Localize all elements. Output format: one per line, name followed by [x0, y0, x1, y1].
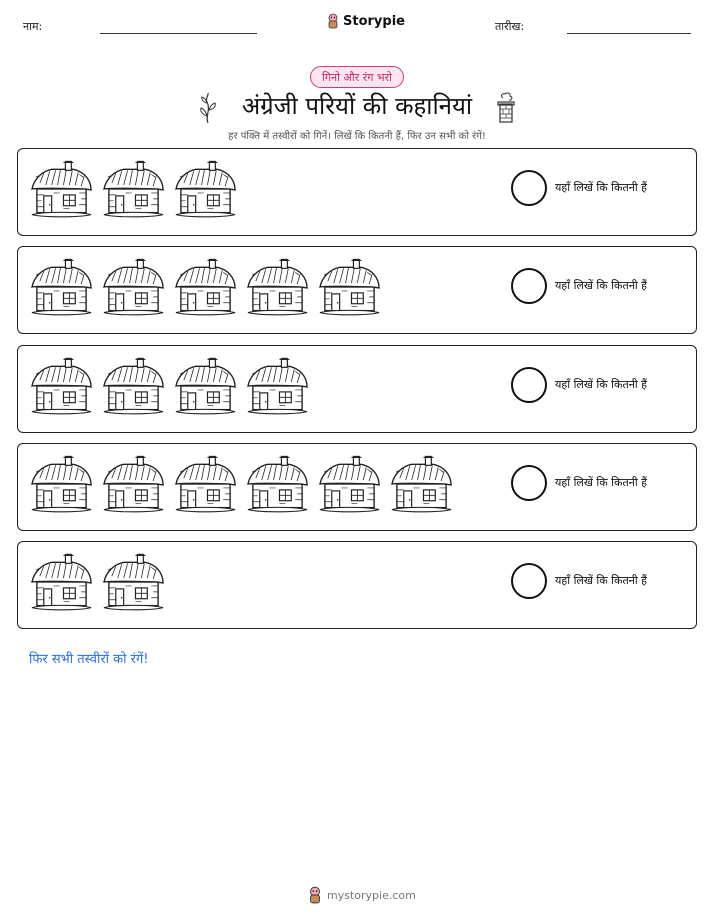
house-icon	[102, 454, 165, 514]
house-icon	[390, 454, 453, 514]
house-group	[30, 257, 381, 317]
name-label: नाम:	[23, 20, 43, 33]
answer-prompt: यहाँ लिखें कि कितनी हैं	[555, 181, 648, 194]
date-line[interactable]	[567, 33, 691, 34]
brand-logo	[326, 13, 405, 29]
site-footer	[307, 886, 416, 904]
house-icon	[246, 454, 309, 514]
house-icon	[102, 552, 165, 612]
house-icon	[246, 356, 309, 416]
house-icon	[102, 356, 165, 416]
house-icon	[30, 552, 93, 612]
house-icon	[30, 159, 93, 219]
pig-mascot-icon	[326, 13, 340, 29]
house-icon	[102, 159, 165, 219]
date-label: तारीख:	[495, 20, 525, 33]
house-icon	[174, 454, 237, 514]
house-icon	[102, 257, 165, 317]
counting-row-2	[17, 246, 697, 334]
site-url: mystorypie.com	[327, 888, 416, 902]
answer-prompt: यहाँ लिखें कि कितनी हैं	[555, 574, 648, 587]
brand-name: Storypie	[343, 13, 405, 29]
answer-circle[interactable]	[511, 563, 547, 599]
house-group	[30, 356, 309, 416]
answer-circle[interactable]	[511, 170, 547, 206]
house-group	[30, 454, 453, 514]
answer-circle[interactable]	[511, 268, 547, 304]
pig-mascot-icon	[307, 886, 323, 904]
answer-circle[interactable]	[511, 367, 547, 403]
activity-badge: गिनो और रंग भरो	[310, 66, 404, 88]
house-icon	[318, 454, 381, 514]
house-icon	[30, 454, 93, 514]
house-icon	[174, 356, 237, 416]
house-icon	[30, 257, 93, 317]
house-icon	[30, 356, 93, 416]
instructions: हर पंक्ति में तस्वीरों को गिनें। लिखें कि कितनी हैं, फिर उन सभी को रंगें!	[228, 131, 486, 142]
answer-prompt: यहाँ लिखें कि कितनी हैं	[555, 476, 648, 489]
name-line[interactable]	[100, 33, 257, 34]
counting-row-5	[17, 541, 697, 629]
color-all-note: फिर सभी तस्वीरों को रंगें!	[29, 652, 149, 667]
house-icon	[174, 257, 237, 317]
house-group	[30, 159, 237, 219]
house-group	[30, 552, 165, 612]
counting-row-4	[17, 443, 697, 531]
counting-row-3	[17, 345, 697, 433]
house-icon	[174, 159, 237, 219]
counting-row-1	[17, 148, 697, 236]
answer-circle[interactable]	[511, 465, 547, 501]
house-icon	[318, 257, 381, 317]
chimney-icon	[495, 92, 517, 124]
page-title: अंग्रेजी परियों की कहानियां	[241, 92, 473, 120]
house-icon	[246, 257, 309, 317]
answer-prompt: यहाँ लिखें कि कितनी हैं	[555, 378, 648, 391]
answer-prompt: यहाँ लिखें कि कितनी हैं	[555, 279, 648, 292]
